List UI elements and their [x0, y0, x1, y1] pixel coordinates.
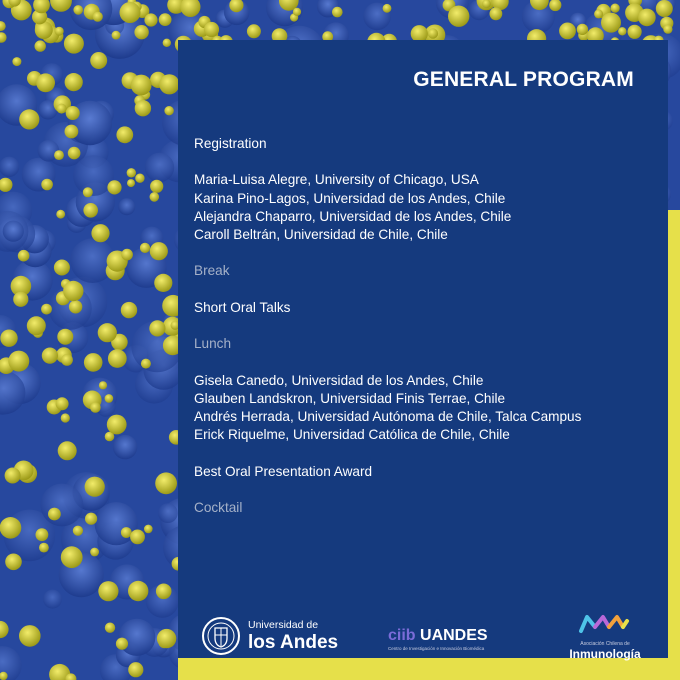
ciib-logo-subtitle: Centro de Investigación e Innovación Biomédica [388, 646, 485, 651]
program-item [194, 135, 654, 153]
program-line: Short Oral Talks [194, 299, 291, 315]
ciib-logo-name: UANDES [420, 627, 488, 644]
asociacion-chilena-inmunologia-logo [564, 613, 646, 661]
program-line: Andrés Herrada, Universidad Autónoma de Chile, Talca Campus [194, 408, 582, 424]
program-panel [178, 40, 668, 661]
uandes-logo-line1: Universidad de [248, 619, 319, 632]
program-line: Registration [194, 136, 267, 151]
ciib-uandes-logo [388, 627, 488, 651]
program-line: Karina Pino-Lagos, Universidad de los Andes, Chile [194, 190, 506, 206]
program-item [194, 335, 654, 353]
achi-logo-line1: Asociación Chilena de [580, 641, 630, 647]
program-line: Caroll Beltrán, Universidad de Chile, Chile [194, 227, 448, 242]
program-list [194, 135, 654, 535]
accent-bar-right [668, 210, 680, 680]
university-seal-icon [202, 613, 240, 659]
program-item [194, 262, 654, 280]
program-line: Erick Riquelme, Universidad Católica de Chile, Chile [194, 427, 510, 443]
program-line: Best Oral Presentation Award [194, 463, 373, 479]
program-item [194, 372, 654, 445]
achi-logo-line2: Inmunología [569, 647, 641, 661]
program-item [194, 299, 654, 317]
program-line: Lunch [194, 336, 232, 352]
sponsor-logos [178, 605, 668, 661]
program-item [194, 499, 654, 517]
program-line: Gisela Canedo, Universidad de los Andes, Chile [194, 372, 484, 388]
page-title: GENERAL PROGRAM [413, 68, 634, 91]
program-item [194, 171, 654, 244]
program-item [194, 463, 654, 481]
universidad-de-los-andes-logo [202, 613, 338, 659]
program-line: Cocktail [194, 499, 243, 515]
uandes-logo-line2: los Andes [248, 631, 339, 653]
accent-bar-bottom [178, 658, 680, 680]
program-line: Glauben Landskron, Universidad Finis Terrae, Chile [194, 390, 506, 406]
program-line: Maria-Luisa Alegre, University of Chicago, USA [194, 172, 479, 188]
program-line: Alejandra Chaparro, Universidad de los Andes, Chile [194, 208, 512, 224]
ciib-logo-prefix: ciib [388, 627, 416, 644]
program-line: Break [194, 263, 230, 279]
immunology-logo-icon [577, 613, 633, 635]
